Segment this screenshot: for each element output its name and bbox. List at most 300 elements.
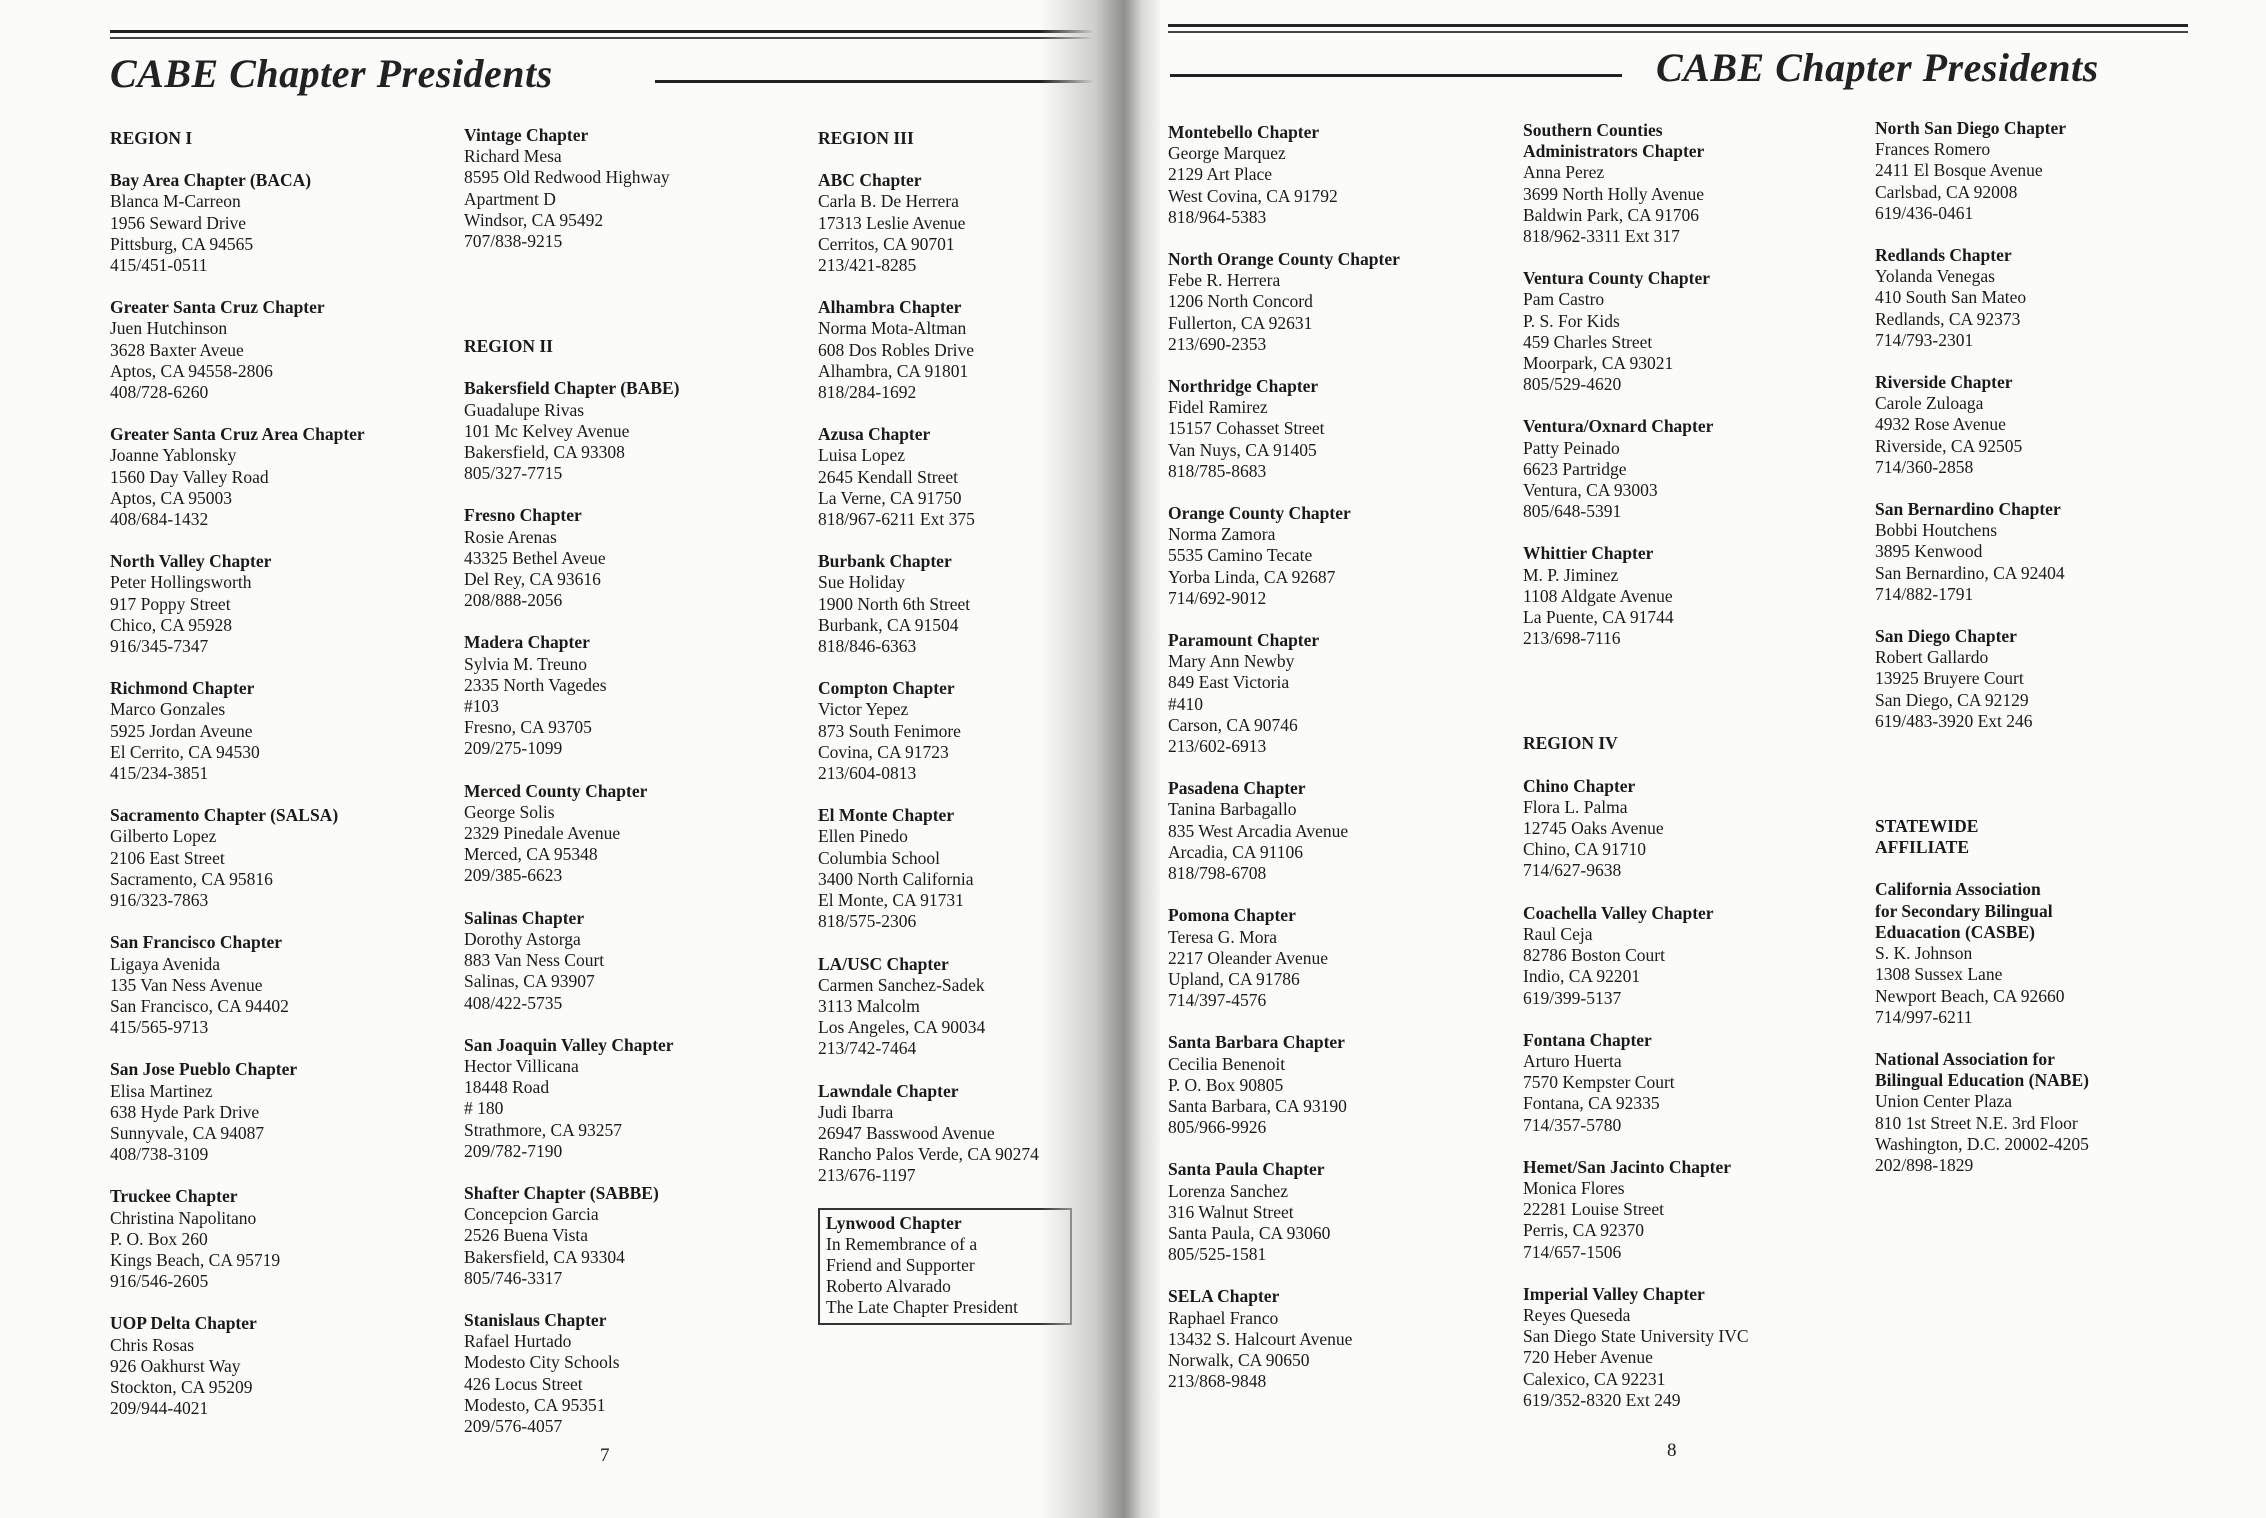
chapter-entry bbox=[1168, 1032, 1508, 1138]
chapter-detail-line: La Puente, CA 91744 bbox=[1523, 607, 1674, 628]
chapter-detail-line: Flora L. Palma bbox=[1523, 796, 1628, 817]
chapter-entry bbox=[1523, 1284, 1863, 1411]
chapter-detail-line: 426 Locus Street bbox=[464, 1373, 583, 1394]
chapter-detail-line: Alhambra, CA 91801 bbox=[818, 360, 969, 381]
chapter-detail-line: 415/565-9713 bbox=[110, 1017, 209, 1038]
chapter-name: Greater Santa Cruz Area Chapter bbox=[110, 424, 365, 445]
chapter-detail-line: Joanne Yablonsky bbox=[110, 445, 237, 466]
region-heading: REGION IV bbox=[1523, 733, 1618, 754]
chapter-name: Ventura/Oxnard Chapter bbox=[1523, 416, 1714, 437]
chapter-entry bbox=[110, 170, 450, 276]
chapter-detail-line: Cerritos, CA 90701 bbox=[818, 233, 955, 254]
chapter-detail-line: 213/742-7464 bbox=[818, 1038, 917, 1059]
chapter-detail-line: 720 Heber Avenue bbox=[1523, 1347, 1653, 1368]
left-column-2 bbox=[464, 125, 804, 1458]
chapter-detail-line: Anna Perez bbox=[1523, 162, 1605, 183]
chapter-detail-line: Calexico, CA 92231 bbox=[1523, 1368, 1666, 1389]
chapter-detail-line: S. K. Johnson bbox=[1875, 943, 1973, 964]
title-rule bbox=[1170, 74, 1622, 77]
chapter-detail-line: Pittsburg, CA 94565 bbox=[110, 233, 254, 254]
chapter-detail-line: 5535 Camino Tecate bbox=[1168, 545, 1313, 566]
chapter-name: Redlands Chapter bbox=[1875, 245, 2012, 266]
chapter-detail-line: Apartment D bbox=[464, 188, 556, 209]
chapter-detail-line: Norma Mota-Altman bbox=[818, 318, 967, 339]
chapter-detail-line: In Remembrance of a bbox=[826, 1233, 978, 1254]
chapter-name: Lawndale Chapter bbox=[818, 1080, 959, 1101]
chapter-name bbox=[1875, 1049, 2215, 1091]
chapter-detail-line: Rancho Palos Verde, CA 90274 bbox=[818, 1144, 1039, 1165]
chapter-detail-line: El Monte, CA 91731 bbox=[818, 890, 964, 911]
chapter-detail-line: Mary Ann Newby bbox=[1168, 651, 1295, 672]
chapter-detail-line: 209/782-7190 bbox=[464, 1140, 563, 1161]
chapter-name: Ventura County Chapter bbox=[1523, 268, 1711, 289]
chapter-detail-line: 714/997-6211 bbox=[1875, 1006, 1973, 1027]
chapter-detail-line: Covina, CA 91723 bbox=[818, 741, 949, 762]
chapter-name: San Jose Pueblo Chapter bbox=[110, 1059, 298, 1080]
chapter-entry bbox=[464, 908, 804, 1014]
chapter-detail-line: Sue Holiday bbox=[818, 572, 906, 593]
memorial-box bbox=[818, 1208, 1072, 1325]
chapter-detail-line: 714/360-2858 bbox=[1875, 456, 1974, 477]
chapter-name: Stanislaus Chapter bbox=[464, 1309, 607, 1330]
chapter-name: Burbank Chapter bbox=[818, 551, 952, 572]
chapter-detail-line: 873 South Fenimore bbox=[818, 720, 961, 741]
chapter-detail-line: Guadalupe Rivas bbox=[464, 399, 585, 420]
chapter-detail-line: 3699 North Holly Avenue bbox=[1523, 183, 1704, 204]
chapter-detail-line: Aptos, CA 95003 bbox=[110, 487, 233, 508]
chapter-detail-line: Burbank, CA 91504 bbox=[818, 614, 959, 635]
chapter-detail-line: 18448 Road bbox=[464, 1077, 550, 1098]
chapter-detail-line: 608 Dos Robles Drive bbox=[818, 339, 975, 360]
title-rule bbox=[655, 80, 1105, 83]
chapter-detail-line: Chino, CA 91710 bbox=[1523, 839, 1647, 860]
chapter-name: North Orange County Chapter bbox=[1168, 249, 1400, 270]
chapter-name: Santa Barbara Chapter bbox=[1168, 1032, 1345, 1053]
chapter-detail-line: San Diego, CA 92129 bbox=[1875, 689, 2029, 710]
chapter-entry bbox=[1875, 118, 2215, 224]
page-number: 7 bbox=[600, 1445, 610, 1466]
chapter-entry bbox=[110, 1313, 450, 1419]
left-column-1 bbox=[110, 128, 450, 1440]
chapter-detail-line: 13432 S. Halcourt Avenue bbox=[1168, 1328, 1353, 1349]
chapter-entry bbox=[1875, 879, 2215, 1027]
chapter-entry bbox=[110, 805, 450, 911]
chapter-entry bbox=[1875, 372, 2215, 478]
chapter-entry bbox=[464, 781, 804, 887]
chapter-name: Paramount Chapter bbox=[1168, 630, 1320, 651]
region-heading: REGION I bbox=[110, 128, 193, 148]
chapter-detail-line: 7570 Kempster Court bbox=[1523, 1072, 1675, 1093]
chapter-detail-line: Blanca M-Carreon bbox=[110, 191, 241, 212]
chapter-detail-line: Union Center Plaza bbox=[1875, 1091, 2013, 1112]
chapter-detail-line: 818/284-1692 bbox=[818, 382, 917, 403]
chapter-name: San Diego Chapter bbox=[1875, 626, 2017, 647]
chapter-detail-line: 135 Van Ness Avenue bbox=[110, 974, 263, 995]
top-rule bbox=[1168, 24, 2188, 27]
chapter-detail-line: The Late Chapter President bbox=[826, 1297, 1018, 1318]
chapter-name: Bakersfield Chapter (BABE) bbox=[464, 378, 680, 399]
chapter-entry bbox=[110, 678, 450, 784]
chapter-detail-line: Richard Mesa bbox=[464, 146, 562, 167]
chapter-detail-line: Strathmore, CA 93257 bbox=[464, 1119, 622, 1140]
chapter-detail-line: 213/421-8285 bbox=[818, 255, 917, 276]
top-rule bbox=[110, 30, 1102, 33]
chapter-detail-line: Monica Flores bbox=[1523, 1177, 1625, 1198]
chapter-name: Pomona Chapter bbox=[1168, 905, 1296, 926]
chapter-name: Vintage Chapter bbox=[464, 125, 589, 145]
chapter-name: Orange County Chapter bbox=[1168, 503, 1351, 524]
chapter-name: Riverside Chapter bbox=[1875, 372, 2013, 393]
chapter-detail-line: 926 Oakhurst Way bbox=[110, 1355, 241, 1376]
chapter-detail-line: Baldwin Park, CA 91706 bbox=[1523, 204, 1699, 225]
chapter-entry bbox=[464, 632, 804, 759]
chapter-detail-line: 209/385-6623 bbox=[464, 865, 563, 886]
chapter-name: SELA Chapter bbox=[1168, 1286, 1280, 1307]
chapter-detail-line: 43325 Bethel Aveue bbox=[464, 547, 606, 568]
chapter-detail-line: 818/785-8683 bbox=[1168, 460, 1267, 481]
chapter-name: LA/USC Chapter bbox=[818, 953, 949, 974]
chapter-detail-line: Merced, CA 95348 bbox=[464, 844, 598, 865]
chapter-detail-line: Peter Hollingsworth bbox=[110, 572, 252, 593]
chapter-detail-line: P. S. For Kids bbox=[1523, 310, 1620, 331]
chapter-detail-line: 714/657-1506 bbox=[1523, 1241, 1622, 1262]
chapter-detail-line: 835 West Arcadia Avenue bbox=[1168, 820, 1349, 841]
chapter-entry bbox=[1168, 1286, 1508, 1392]
chapter-detail-line: Bakersfield, CA 93304 bbox=[464, 1246, 625, 1267]
chapter-detail-line: Reyes Queseda bbox=[1523, 1304, 1631, 1325]
right-column-1 bbox=[1168, 122, 1508, 1413]
page-number: 8 bbox=[1667, 1440, 1677, 1461]
chapter-detail-line: Chico, CA 95928 bbox=[110, 614, 233, 635]
chapter-entry bbox=[464, 1183, 804, 1289]
chapter-detail-line: Newport Beach, CA 92660 bbox=[1875, 985, 2065, 1006]
chapter-detail-line: 818/846-6363 bbox=[818, 636, 917, 657]
region-heading: REGION II bbox=[464, 336, 553, 357]
chapter-detail-line: Arcadia, CA 91106 bbox=[1168, 841, 1303, 862]
chapter-detail-line: Indio, CA 92201 bbox=[1523, 966, 1641, 987]
chapter-detail-line: 4932 Rose Avenue bbox=[1875, 414, 2006, 435]
book-gutter-shadow bbox=[1040, 0, 1160, 1518]
chapter-entry bbox=[1523, 1157, 1863, 1263]
chapter-detail-line: Aptos, CA 94558-2806 bbox=[110, 360, 273, 381]
top-rule-inner bbox=[110, 37, 1102, 39]
chapter-name: Salinas Chapter bbox=[464, 907, 585, 928]
chapter-detail-line: Dorothy Astorga bbox=[464, 928, 581, 949]
chapter-detail-line: Rosie Arenas bbox=[464, 526, 557, 547]
chapter-detail-line: Norwalk, CA 90650 bbox=[1168, 1349, 1310, 1370]
chapter-entry bbox=[110, 297, 450, 403]
chapter-detail-line: La Verne, CA 91750 bbox=[818, 487, 962, 508]
chapter-name-line: National Association for bbox=[1875, 1048, 2055, 1069]
chapter-detail-line: 707/838-9215 bbox=[464, 231, 563, 252]
spacer bbox=[1875, 753, 2215, 816]
chapter-entry bbox=[1875, 1049, 2215, 1176]
chapter-detail-line: 3628 Baxter Aveue bbox=[110, 339, 244, 360]
spacer bbox=[464, 273, 804, 336]
chapter-name-line: Southern Counties bbox=[1523, 120, 1663, 140]
chapter-detail-line: 12745 Oaks Avenue bbox=[1523, 818, 1664, 839]
chapter-detail-line: 208/888-2056 bbox=[464, 590, 563, 611]
chapter-detail-line: 213/604-0813 bbox=[818, 763, 917, 784]
chapter-detail-line: San Francisco, CA 94402 bbox=[110, 995, 289, 1016]
chapter-detail-line: Moorpark, CA 93021 bbox=[1523, 353, 1674, 374]
chapter-detail-line: 209/944-4021 bbox=[110, 1398, 209, 1419]
chapter-detail-line: 209/275-1099 bbox=[464, 738, 563, 759]
right-page bbox=[1140, 0, 2266, 1518]
chapter-detail-line: 1560 Day Valley Road bbox=[110, 466, 269, 487]
chapter-name: San Bernardino Chapter bbox=[1875, 499, 2061, 520]
chapter-detail-line: 619/352-8320 Ext 249 bbox=[1523, 1389, 1681, 1410]
chapter-detail-line: 316 Walnut Street bbox=[1168, 1201, 1294, 1222]
chapter-detail-line: 619/436-0461 bbox=[1875, 202, 1974, 223]
region-heading-line: AFFILIATE bbox=[1875, 837, 1969, 858]
chapter-detail-line: Gilberto Lopez bbox=[110, 826, 217, 847]
chapter-detail-line: 917 Poppy Street bbox=[110, 593, 231, 614]
chapter-detail-line: 202/898-1829 bbox=[1875, 1154, 1974, 1175]
chapter-detail-line: Chris Rosas bbox=[110, 1334, 195, 1355]
chapter-name: Northridge Chapter bbox=[1168, 376, 1319, 397]
chapter-entry bbox=[1168, 1159, 1508, 1265]
chapter-detail-line: Salinas, CA 93907 bbox=[464, 971, 595, 992]
chapter-name: Santa Paula Chapter bbox=[1168, 1159, 1325, 1180]
chapter-detail-line: 810 1st Street N.E. 3rd Floor bbox=[1875, 1112, 2078, 1133]
region-heading bbox=[1875, 816, 2215, 858]
chapter-detail-line: Fresno, CA 93705 bbox=[464, 717, 592, 738]
chapter-detail-line: 213/698-7116 bbox=[1523, 628, 1621, 649]
chapter-entry bbox=[464, 505, 804, 611]
chapter-detail-line: Sunnyvale, CA 94087 bbox=[110, 1122, 265, 1143]
chapter-detail-line: 805/746-3317 bbox=[464, 1267, 563, 1288]
chapter-detail-line: 619/483-3920 Ext 246 bbox=[1875, 710, 2033, 731]
chapter-detail-line: Hector Villicana bbox=[464, 1055, 579, 1076]
chapter-entry bbox=[110, 1186, 450, 1292]
chapter-name-line: California Association bbox=[1875, 879, 2041, 900]
chapter-detail-line: Friend and Supporter bbox=[826, 1254, 975, 1275]
chapter-detail-line: 805/966-9926 bbox=[1168, 1117, 1267, 1138]
chapter-detail-line: San Bernardino, CA 92404 bbox=[1875, 562, 2065, 583]
spacer bbox=[1523, 670, 1863, 733]
chapter-detail-line: 638 Hyde Park Drive bbox=[110, 1101, 260, 1122]
chapter-detail-line: 213/690-2353 bbox=[1168, 333, 1267, 354]
chapter-detail-line: Robert Gallardo bbox=[1875, 647, 1989, 668]
chapter-detail-line: Roberto Alvarado bbox=[826, 1276, 951, 1297]
chapter-detail-line: Fullerton, CA 92631 bbox=[1168, 312, 1313, 333]
chapter-entry bbox=[1875, 626, 2215, 732]
chapter-detail-line: Arturo Huerta bbox=[1523, 1050, 1622, 1071]
region-heading-line: STATEWIDE bbox=[1875, 816, 1979, 837]
chapter-detail-line: 213/676-1197 bbox=[818, 1165, 916, 1186]
chapter-detail-line: 213/868-9848 bbox=[1168, 1371, 1267, 1392]
chapter-detail-line: 26947 Basswood Avenue bbox=[818, 1122, 995, 1143]
chapter-name: Fontana Chapter bbox=[1523, 1029, 1652, 1050]
chapter-detail-line: 8595 Old Redwood Highway bbox=[464, 167, 670, 188]
chapter-detail-line: 15157 Cohasset Street bbox=[1168, 418, 1325, 439]
chapter-detail-line: Riverside, CA 92505 bbox=[1875, 435, 2023, 456]
chapter-detail-line: Bakersfield, CA 93308 bbox=[464, 442, 625, 463]
chapter-detail-line: 6623 Partridge bbox=[1523, 458, 1627, 479]
chapter-detail-line: 2335 North Vagedes bbox=[464, 674, 607, 695]
chapter-entry bbox=[464, 1310, 804, 1437]
chapter-detail-line: 714/397-4576 bbox=[1168, 990, 1267, 1011]
chapter-detail-line: Frances Romero bbox=[1875, 139, 1991, 160]
chapter-detail-line: Victor Yepez bbox=[818, 699, 909, 720]
chapter-detail-line: 818/575-2306 bbox=[818, 911, 917, 932]
chapter-detail-line: Raul Ceja bbox=[1523, 923, 1593, 944]
chapter-detail-line: #410 bbox=[1168, 693, 1203, 714]
chapter-detail-line: 1900 North 6th Street bbox=[818, 593, 971, 614]
chapter-detail-line: Patty Peinado bbox=[1523, 437, 1620, 458]
chapter-detail-line: Yolanda Venegas bbox=[1875, 266, 1995, 287]
chapter-detail-line: 209/576-4057 bbox=[464, 1415, 563, 1436]
chapter-name: Hemet/San Jacinto Chapter bbox=[1523, 1156, 1732, 1177]
chapter-entry bbox=[464, 378, 804, 484]
chapter-detail-line: 1108 Aldgate Avenue bbox=[1523, 585, 1673, 606]
chapter-detail-line: Judi Ibarra bbox=[818, 1101, 894, 1122]
chapter-detail-line: Raphael Franco bbox=[1168, 1307, 1279, 1328]
chapter-detail-line: 3400 North California bbox=[818, 868, 974, 889]
chapter-detail-line: 883 Van Ness Court bbox=[464, 950, 605, 971]
chapter-detail-line: George Marquez bbox=[1168, 143, 1286, 164]
chapter-name: ABC Chapter bbox=[818, 170, 922, 191]
left-page bbox=[0, 0, 1112, 1518]
chapter-detail-line: Lorenza Sanchez bbox=[1168, 1180, 1288, 1201]
chapter-detail-line: 101 Mc Kelvey Avenue bbox=[464, 420, 630, 441]
chapter-entry bbox=[1523, 268, 1863, 395]
chapter-detail-line: Fontana, CA 92335 bbox=[1523, 1093, 1660, 1114]
chapter-entry bbox=[464, 125, 804, 252]
chapter-entry bbox=[1523, 543, 1863, 649]
chapter-detail-line: 459 Charles Street bbox=[1523, 331, 1653, 352]
chapter-detail-line: 415/234-3851 bbox=[110, 763, 209, 784]
chapter-detail-line: 849 East Victoria bbox=[1168, 672, 1290, 693]
chapter-detail-line: Luisa Lopez bbox=[818, 445, 905, 466]
chapter-detail-line: M. P. Jiminez bbox=[1523, 564, 1619, 585]
chapter-detail-line: Carmen Sanchez-Sadek bbox=[818, 974, 985, 995]
chapter-name: Azusa Chapter bbox=[818, 424, 931, 445]
chapter-detail-line: 2411 El Bosque Avenue bbox=[1875, 160, 2043, 181]
chapter-name-line: Bilingual Education (NABE) bbox=[1875, 1070, 2089, 1091]
chapter-detail-line: Columbia School bbox=[818, 847, 941, 868]
chapter-detail-line: 805/327-7715 bbox=[464, 463, 563, 484]
chapter-name-line: for Secondary Bilingual bbox=[1875, 900, 2053, 921]
chapter-detail-line: 410 South San Mateo bbox=[1875, 287, 2027, 308]
chapter-detail-line: 714/793-2301 bbox=[1875, 329, 1974, 350]
chapter-name: Richmond Chapter bbox=[110, 678, 255, 699]
chapter-detail-line: 714/627-9638 bbox=[1523, 860, 1622, 881]
chapter-entry bbox=[110, 1059, 450, 1165]
chapter-detail-line: 805/648-5391 bbox=[1523, 501, 1622, 522]
chapter-name: North San Diego Chapter bbox=[1875, 118, 2067, 138]
chapter-detail-line: 2217 Oleander Avenue bbox=[1168, 947, 1329, 968]
chapter-name: Compton Chapter bbox=[818, 678, 955, 699]
chapter-detail-line: Norma Zamora bbox=[1168, 524, 1276, 545]
chapter-detail-line: Marco Gonzales bbox=[110, 699, 226, 720]
page-title: CABE Chapter Presidents bbox=[1656, 45, 2099, 90]
chapter-detail-line: 3895 Kenwood bbox=[1875, 541, 1983, 562]
chapter-detail-line: Concepcion Garcia bbox=[464, 1204, 599, 1225]
chapter-detail-line: Sacramento, CA 95816 bbox=[110, 868, 273, 889]
chapter-detail-line: #103 bbox=[464, 696, 499, 717]
chapter-entry bbox=[464, 1035, 804, 1162]
chapter-entry bbox=[1523, 120, 1863, 247]
chapter-name: San Francisco Chapter bbox=[110, 932, 283, 953]
chapter-detail-line: Ellen Pinedo bbox=[818, 826, 908, 847]
chapter-name: San Joaquin Valley Chapter bbox=[464, 1034, 674, 1055]
chapter-detail-line: Kings Beach, CA 95719 bbox=[110, 1249, 281, 1270]
chapter-name: Fresno Chapter bbox=[464, 505, 582, 526]
chapter-detail-line: Juen Hutchinson bbox=[110, 318, 228, 339]
chapter-detail-line: 13925 Bruyere Court bbox=[1875, 668, 2024, 689]
chapter-detail-line: Windsor, CA 95492 bbox=[464, 209, 604, 230]
chapter-detail-line: Del Rey, CA 93616 bbox=[464, 569, 601, 590]
chapter-detail-line: Elisa Martinez bbox=[110, 1080, 213, 1101]
chapter-detail-line: West Covina, CA 91792 bbox=[1168, 185, 1338, 206]
chapter-detail-line: 2526 Buena Vista bbox=[464, 1225, 589, 1246]
chapter-detail-line: George Solis bbox=[464, 801, 555, 822]
chapter-detail-line: 916/546-2605 bbox=[110, 1271, 209, 1292]
chapter-detail-line: Redlands, CA 92373 bbox=[1875, 308, 2021, 329]
chapter-detail-line: 2129 Art Place bbox=[1168, 164, 1273, 185]
chapter-detail-line: Ligaya Avenida bbox=[110, 953, 220, 974]
right-column-2 bbox=[1523, 120, 1863, 1432]
chapter-detail-line: Carole Zuloaga bbox=[1875, 393, 1984, 414]
chapter-name: Merced County Chapter bbox=[464, 780, 648, 801]
chapter-name: Sacramento Chapter (SALSA) bbox=[110, 805, 339, 826]
chapter-detail-line: 2329 Pinedale Avenue bbox=[464, 823, 621, 844]
chapter-detail-line: 415/451-0511 bbox=[110, 255, 208, 276]
chapter-name bbox=[1523, 120, 1863, 162]
chapter-detail-line: 22281 Louise Street bbox=[1523, 1199, 1664, 1220]
chapter-detail-line: Carson, CA 90746 bbox=[1168, 714, 1298, 735]
chapter-name: Greater Santa Cruz Chapter bbox=[110, 297, 325, 318]
chapter-entry bbox=[110, 932, 450, 1038]
chapter-detail-line: Sylvia M. Treuno bbox=[464, 653, 588, 674]
chapter-detail-line: 805/525-1581 bbox=[1168, 1244, 1267, 1265]
chapter-name: El Monte Chapter bbox=[818, 805, 955, 826]
chapter-detail-line: Modesto, CA 95351 bbox=[464, 1394, 606, 1415]
chapter-detail-line: Ventura, CA 93003 bbox=[1523, 480, 1658, 501]
chapter-entry bbox=[1875, 499, 2215, 605]
chapter-name: Lynwood Chapter bbox=[826, 1212, 962, 1233]
chapter-detail-line: 2645 Kendall Street bbox=[818, 466, 958, 487]
chapter-name: Imperial Valley Chapter bbox=[1523, 1283, 1705, 1304]
chapter-name: Madera Chapter bbox=[464, 632, 590, 653]
chapter-entry bbox=[1168, 905, 1508, 1011]
chapter-detail-line: Christina Napolitano bbox=[110, 1207, 257, 1228]
chapter-name: North Valley Chapter bbox=[110, 551, 272, 572]
chapter-detail-line: 805/529-4620 bbox=[1523, 374, 1622, 395]
chapter-detail-line: P. O. Box 90805 bbox=[1168, 1074, 1284, 1095]
chapter-detail-line: 17313 Leslie Avenue bbox=[818, 212, 966, 233]
chapter-entry bbox=[1168, 122, 1508, 228]
chapter-entry bbox=[1168, 376, 1508, 482]
chapter-entry bbox=[1523, 1030, 1863, 1136]
chapter-detail-line: 1956 Seward Drive bbox=[110, 212, 247, 233]
chapter-entry bbox=[110, 551, 450, 657]
chapter-detail-line: 82786 Boston Court bbox=[1523, 945, 1665, 966]
chapter-detail-line: San Diego State University IVC bbox=[1523, 1326, 1749, 1347]
chapter-name: Shafter Chapter (SABBE) bbox=[464, 1182, 659, 1203]
chapter-detail-line: Cecilia Benenoit bbox=[1168, 1053, 1286, 1074]
chapter-detail-line: 714/357-5780 bbox=[1523, 1114, 1622, 1135]
chapter-entry bbox=[1168, 503, 1508, 609]
chapter-detail-line: P. O. Box 260 bbox=[110, 1228, 208, 1249]
region-heading: REGION III bbox=[818, 128, 914, 148]
chapter-detail-line: 408/684-1432 bbox=[110, 509, 209, 530]
chapter-detail-line: Van Nuys, CA 91405 bbox=[1168, 439, 1317, 460]
chapter-detail-line: 408/728-6260 bbox=[110, 382, 209, 403]
chapter-detail-line: Bobbi Houtchens bbox=[1875, 520, 1998, 541]
